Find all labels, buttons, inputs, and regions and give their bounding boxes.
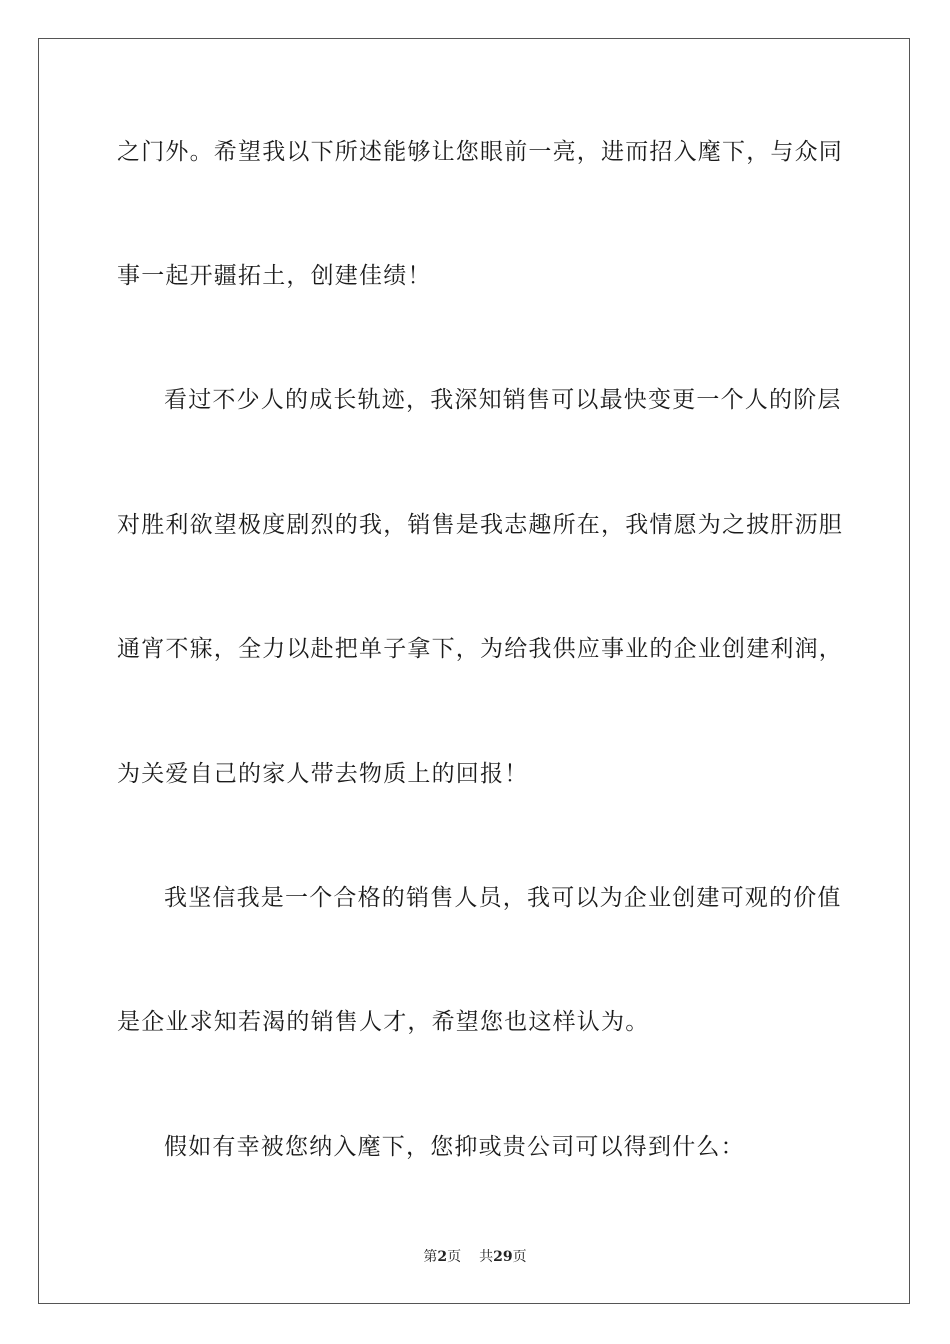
paragraph-line: 我坚信我是一个合格的销售人员，我可以为企业创建可观的价值 xyxy=(164,885,842,911)
page-prefix: 第 xyxy=(423,1249,438,1265)
paragraph-line: 假如有幸被您纳入麾下，您抑或贵公司可以得到什么： xyxy=(164,1134,745,1160)
paragraph-line: 为关爱自己的家人带去物质上的回报！ xyxy=(117,761,529,787)
page-border xyxy=(38,38,910,1304)
total-pages: 29 xyxy=(493,1249,513,1265)
paragraph-line: 事一起开疆拓土，创建佳绩！ xyxy=(117,263,432,289)
paragraph-line: 对胜利欲望极度剧烈的我，销售是我志趣所在，我情愿为之披肝沥胆 xyxy=(117,512,843,538)
total-prefix: 共 xyxy=(479,1249,494,1265)
paragraph-line: 通宵不寐，全力以赴把单子拿下，为给我供应事业的企业创建利润， xyxy=(117,636,843,662)
total-suffix: 页 xyxy=(512,1249,527,1265)
paragraph-line: 之门外。希望我以下所述能够让您眼前一亮，进而招入麾下，与众同 xyxy=(117,139,843,165)
page-suffix: 页 xyxy=(447,1249,462,1265)
page-footer xyxy=(0,1248,950,1266)
page-number: 2 xyxy=(437,1249,448,1265)
paragraph-line: 看过不少人的成长轨迹，我深知销售可以最快变更一个人的阶层 xyxy=(164,387,842,413)
paragraph-line: 是企业求知若渴的销售人才，希望您也这样认为。 xyxy=(117,1009,650,1035)
